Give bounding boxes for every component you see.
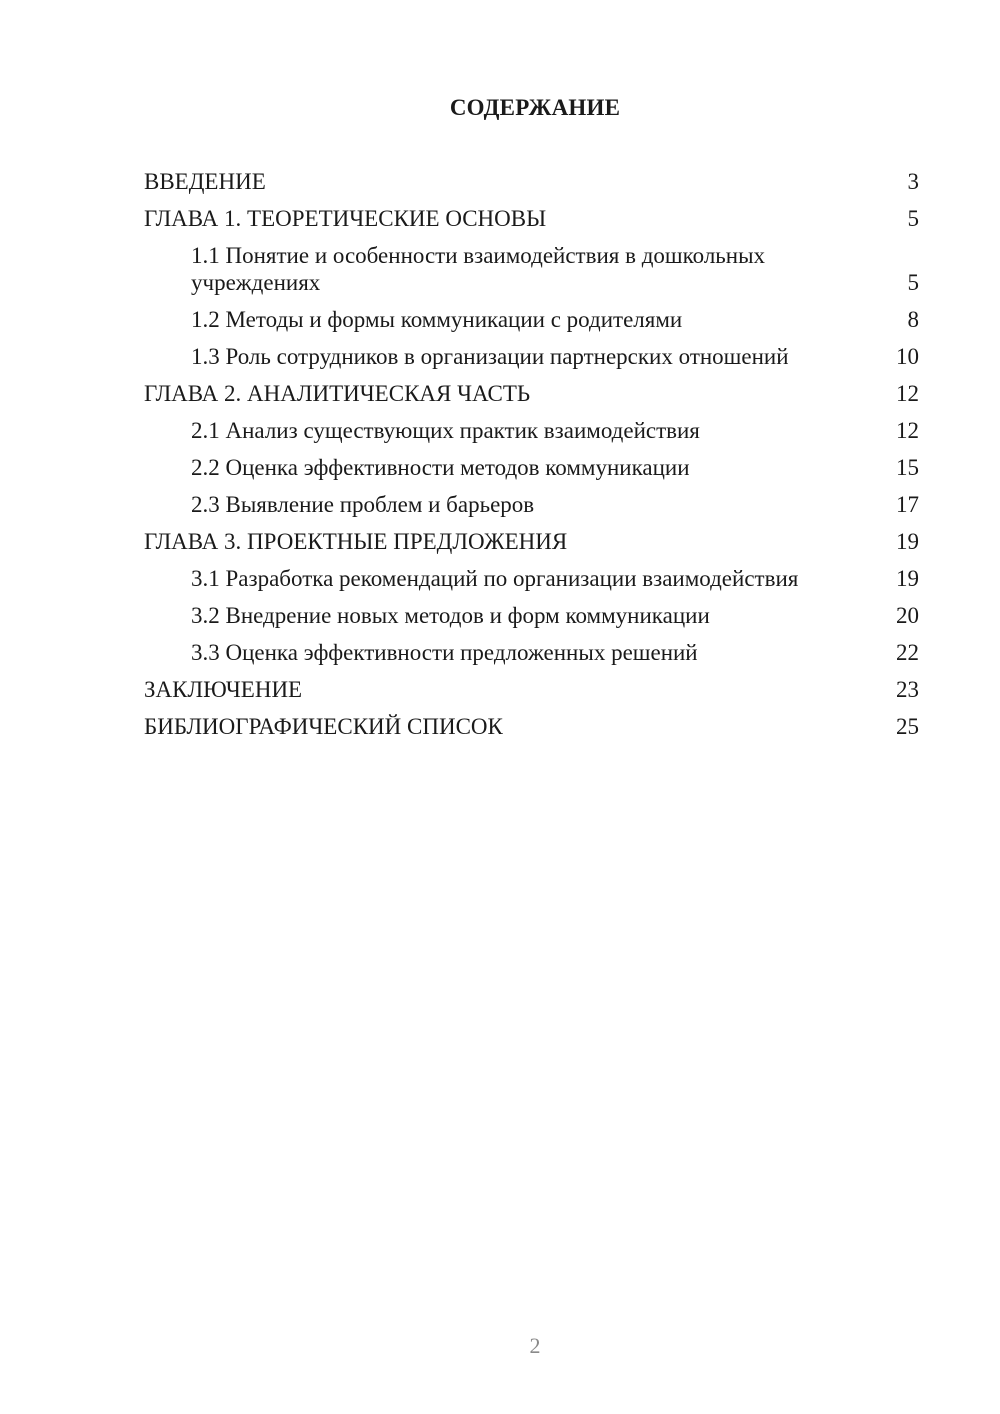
toc-chapter-entry — [144, 528, 919, 555]
toc-chapter-entry — [144, 676, 919, 703]
toc-entry-page: 5 — [907, 270, 919, 295]
toc-entry-page: 20 — [896, 603, 919, 628]
toc-section-entry — [144, 417, 919, 444]
toc-section-entry — [144, 242, 919, 296]
toc-entry-page: 17 — [896, 492, 919, 517]
toc-section-entry — [144, 565, 919, 592]
toc-entry-page: 15 — [896, 455, 919, 480]
toc-entry-title: ГЛАВА 1. ТЕОРЕТИЧЕСКИЕ ОСНОВЫ — [144, 206, 547, 231]
toc-entry-page: 12 — [896, 381, 919, 406]
toc-entry-title: 2.2 Оценка эффективности методов коммуникации — [191, 455, 690, 480]
toc-entry-page: 25 — [896, 714, 919, 739]
toc-entry-title: 2.3 Выявление проблем и барьеров — [191, 492, 535, 517]
toc-chapter-entry — [144, 168, 919, 195]
toc-entry-title: 1.1 Понятие и особенности взаимодействия в дошкольных учреждениях — [191, 243, 766, 295]
toc-entry-title: 1.3 Роль сотрудников в организации партнерских отношений — [191, 344, 789, 369]
toc-entry-title: ГЛАВА 3. ПРОЕКТНЫЕ ПРЕДЛОЖЕНИЯ — [144, 529, 568, 554]
toc-entry-title: 1.2 Методы и формы коммуникации с родителями — [191, 307, 683, 332]
toc-entry-page: 23 — [896, 677, 919, 702]
toc-chapter-entry — [144, 205, 919, 232]
toc-entry-page: 8 — [907, 307, 919, 332]
page-number: 2 — [529, 1333, 541, 1358]
toc-entry-title: БИБЛИОГРАФИЧЕСКИЙ СПИСОК — [144, 714, 503, 739]
toc-entry-title: ЗАКЛЮЧЕНИЕ — [144, 677, 303, 702]
toc-entry-page: 22 — [896, 640, 919, 665]
toc-section-entry — [144, 602, 919, 629]
toc-section-entry — [144, 639, 919, 666]
toc-entry-title: 3.2 Внедрение новых методов и форм коммуникации — [191, 603, 710, 628]
toc-entry-title: ВВЕДЕНИЕ — [144, 169, 266, 194]
toc-section-entry — [144, 343, 919, 370]
toc-entry-page: 3 — [907, 169, 919, 194]
toc-chapter-entry — [144, 380, 919, 407]
toc-entry-title: ГЛАВА 2. АНАЛИТИЧЕСКАЯ ЧАСТЬ — [144, 381, 531, 406]
toc-entry-page: 19 — [896, 529, 919, 554]
toc-entry-title: 3.3 Оценка эффективности предложенных решений — [191, 640, 698, 665]
toc-entry-page: 19 — [896, 566, 919, 591]
toc-entry-page: 12 — [896, 418, 919, 443]
toc-entry-page: 5 — [907, 206, 919, 231]
toc-entry-page: 10 — [896, 344, 919, 369]
toc-entry-title: 3.1 Разработка рекомендаций по организации взаимодействия — [191, 566, 799, 591]
toc-chapter-entry — [144, 713, 919, 740]
toc-section-entry — [144, 491, 919, 518]
table-of-contents — [144, 168, 919, 750]
toc-entry-title: 2.1 Анализ существующих практик взаимодействия — [191, 418, 700, 443]
toc-section-entry — [144, 306, 919, 333]
toc-section-entry — [144, 454, 919, 481]
toc-title: СОДЕРЖАНИЕ — [449, 95, 621, 120]
